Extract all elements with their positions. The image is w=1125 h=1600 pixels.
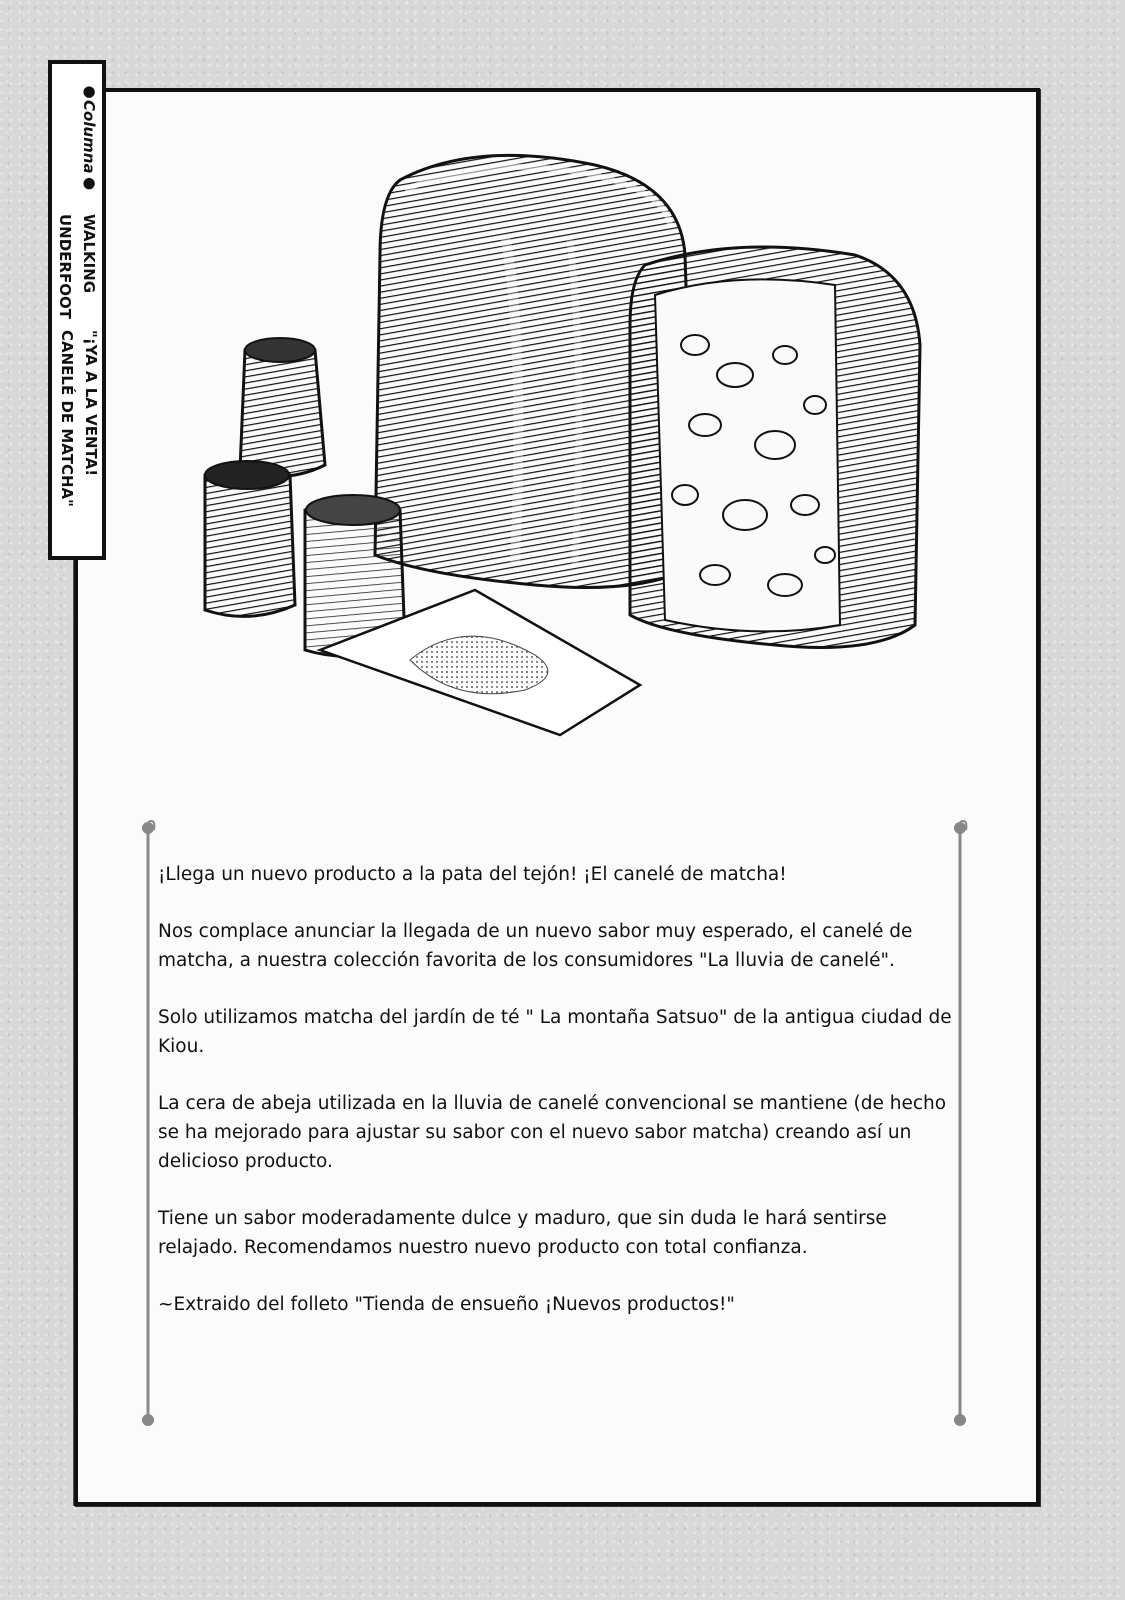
article-headline: ¡Llega un nuevo producto a la pata del tejón! ¡El canelé de matcha! <box>158 864 787 885</box>
article-frame <box>140 820 970 1440</box>
small-canele-2 <box>205 461 295 616</box>
article-paragraph-4: Tiene un sabor moderadamente dulce y maduro, que sin duda le hará sentirse relajado. Recomendamos nuestro nuevo producto con total confianza. <box>158 1208 887 1258</box>
cut-canele <box>630 247 920 648</box>
column-title-line2: UNDERFOOT <box>56 214 74 319</box>
column-subtitle <box>52 330 102 555</box>
column-subtitle-line1: "¡YA A LA VENTA! <box>82 330 100 477</box>
article-paragraph-3: La cera de abeja utilizada en la lluvia de canelé convencional se mantiene (de hecho se ha mejorado para ajustar su sabor con el nuevo sabor matcha) creando así un delicioso producto. <box>158 1093 947 1172</box>
article-source: ~Extraido del folleto "Tienda de ensueño ¡Nuevos productos!" <box>158 1294 735 1315</box>
article-paragraph-2: Solo utilizamos matcha del jardín de té " La montaña Satsuo" de la antigua ciudad de Kiou. <box>158 1007 952 1057</box>
article-paragraph-1: Nos complace anunciar la llegada de un nuevo sabor muy esperado, el canelé de matcha, a nuestra colección favorita de los consumidores "La lluvia de canelé". <box>158 921 913 971</box>
article-body <box>158 860 958 1347</box>
column-title-line1: WALKING <box>80 214 98 294</box>
small-canele-1 <box>240 338 325 476</box>
column-subtitle-line2: CANELÉ DE MATCHA" <box>58 330 76 507</box>
canele-pastries-illustration <box>175 145 955 765</box>
column-heading: ●Columna● <box>80 82 98 192</box>
